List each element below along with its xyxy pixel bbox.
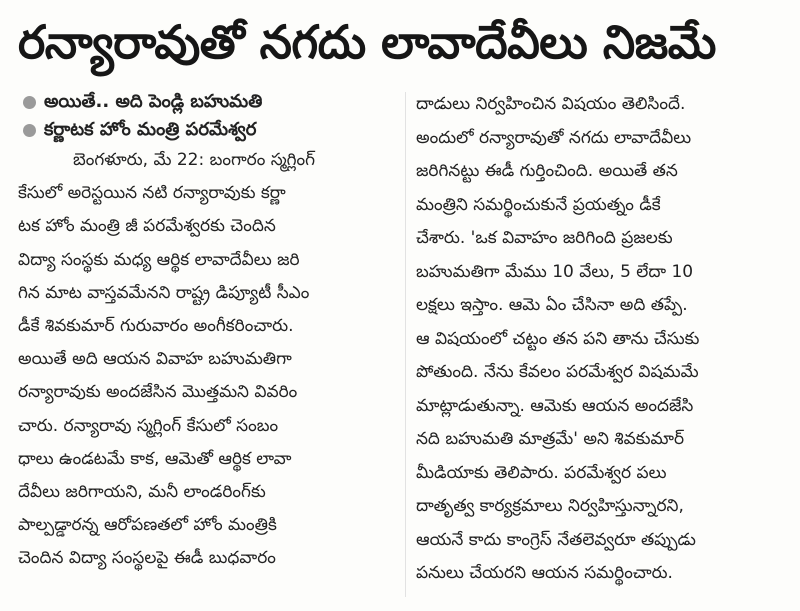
text-line: విద్యా సంస్థకు మధ్య ఆర్థిక లావాదేవీలు జరి [18,249,300,270]
text-line: దాతృత్వ కార్యక్రమాలు నిర్వహిస్తున్నారని, [416,496,684,516]
bullet-point [18,116,396,144]
text-line: పాల్పడ్డారన్న ఆరోపణతలో హోం మంత్రికి [18,515,277,536]
text-line: పోతుంది. నేను కేవలం పరమేశ్వర విషమమే [416,362,699,382]
text-line: దేవీలు జరిగాయని, మనీ లాండరింగ్‌కు [18,481,266,502]
text-line: ఆయనే కాదు కాంగ్రెస్ నేతలెవ్వరూ తప్పుడు [416,529,696,550]
text-line: మాట్లాడుతున్నా. ఆమెకు ఆయన అందజేసి [416,395,694,416]
text-line: మీడియాకు తెలిపారు. పరమేశ్వర పలు [416,462,667,483]
text-line: లక్షలు ఇస్తాం. ఆమె ఏం చేసినా అది తప్పే. [416,295,688,315]
bullet-point [18,88,396,116]
text-line: రన్యారావుకు అందజేసిన మొత్తమని వివరిం [18,382,298,403]
bullet-text: కర్ణాటక హోం మంత్రి పరమేశ్వర [44,119,257,140]
left-column [18,88,396,575]
text-line: చేశారు. 'ఒక వివాహం జరిగింది ప్రజలకు [416,228,673,248]
text-line: అందులో రన్యారావుతో నగదు లావాదేవీలు [416,127,692,148]
text-line: డీకే శివకుమార్ గురువారం అంగీకరించారు. [18,315,294,336]
text-line: బహుమతిగా మేము 10 వేలు, 5 లేదా 10 [416,261,694,282]
right-column [416,88,784,591]
text-line: నది బహుమతి మాత్రమే' అని శివకుమార్ [416,429,685,449]
text-line: చెందిన విద్యా సంస్థలపై ఈడీ బుధవారం [18,548,276,569]
text-line: ధాలు ఉండటమే కాక, ఆమెతో ఆర్థిక లావా [18,448,292,469]
bullet-text: అయితే.. అది పెండ్లి బహుమతి [44,91,263,112]
text-line: జరిగినట్టు ఈడీ గుర్తించింది. అయితే తన [416,161,678,181]
text-line: గిన మాట వాస్తవమేనని రాష్ట్ర డిప్యూటీ సీఎం [18,282,310,303]
text-line: బెంగళూరు, మే 22: బంగారం స్మగ్లింగ్ [73,150,316,170]
text-line: టక హోం మంత్రి జీ పరమేశ్వరకు చెందిన [18,216,276,237]
text-line: అయితే అది ఆయన వివాహ బహుమతిగా [18,349,292,370]
text-line: మంత్రిని సమర్థించుకునే ప్రయత్నం డీకే [416,194,661,215]
text-line: కేసులో అరెస్టయిన నటి రన్యారావుకు కర్ణా [18,183,286,204]
text-line: దాడులు నిర్వహించిన విషయం తెలిసిందే. [416,94,686,114]
text-line: ఆ విషయంలో చట్టం తన పని తాను చేసుకు [416,328,700,349]
bullet-dot-icon [23,96,36,109]
headline: రన్యారావుతో నగదు లావాదేవీలు నిజమే [18,15,716,69]
bullet-dot-icon [23,124,36,137]
column-divider [405,92,406,597]
text-line: పనులు చేయరని ఆయన సమర్థించారు. [416,563,673,583]
text-line: చారు. రన్యారావు స్మగ్లింగ్ కేసులో సంబం [18,415,279,436]
